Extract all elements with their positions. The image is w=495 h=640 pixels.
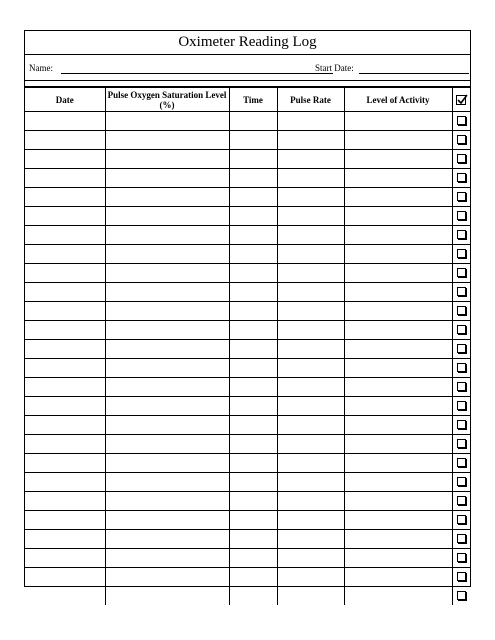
table-row <box>25 131 470 150</box>
cell-activity[interactable] <box>344 188 452 207</box>
table-row <box>25 340 470 359</box>
cell-date[interactable] <box>25 207 105 226</box>
cell-pulse-rate[interactable] <box>277 169 344 188</box>
cell-time[interactable] <box>229 378 277 397</box>
checkbox-empty-icon[interactable] <box>457 591 466 600</box>
cell-check <box>452 397 470 416</box>
cell-pulse-rate[interactable] <box>277 530 344 549</box>
cell-time[interactable] <box>229 473 277 492</box>
cell-activity[interactable] <box>344 549 452 568</box>
table-row <box>25 359 470 378</box>
start-date-label: Start Date: <box>315 63 354 73</box>
cell-spo2[interactable] <box>105 587 229 606</box>
table-row <box>25 549 470 568</box>
cell-date[interactable] <box>25 188 105 207</box>
checkbox-empty-icon[interactable] <box>457 306 466 315</box>
cell-spo2[interactable] <box>105 150 229 169</box>
cell-activity[interactable] <box>344 530 452 549</box>
checkbox-empty-icon[interactable] <box>457 116 466 125</box>
checkbox-empty-icon[interactable] <box>457 553 466 562</box>
cell-time[interactable] <box>229 435 277 454</box>
cell-pulse-rate[interactable] <box>277 321 344 340</box>
cell-time[interactable] <box>229 549 277 568</box>
cell-check <box>452 530 470 549</box>
cell-activity[interactable] <box>344 340 452 359</box>
checkbox-empty-icon[interactable] <box>457 135 466 144</box>
checkbox-empty-icon[interactable] <box>457 420 466 429</box>
cell-check <box>452 473 470 492</box>
cell-spo2[interactable] <box>105 473 229 492</box>
table-row <box>25 397 470 416</box>
cell-pulse-rate[interactable] <box>277 302 344 321</box>
table-row <box>25 150 470 169</box>
cell-check <box>452 568 470 587</box>
cell-activity[interactable] <box>344 359 452 378</box>
cell-date[interactable] <box>25 435 105 454</box>
cell-activity[interactable] <box>344 397 452 416</box>
cell-spo2[interactable] <box>105 530 229 549</box>
table-row <box>25 245 470 264</box>
cell-time[interactable] <box>229 492 277 511</box>
cell-date[interactable] <box>25 397 105 416</box>
cell-activity[interactable] <box>344 245 452 264</box>
cell-pulse-rate[interactable] <box>277 454 344 473</box>
table-row <box>25 378 470 397</box>
column-header-pulse-rate: Pulse Rate <box>277 88 344 112</box>
cell-spo2[interactable] <box>105 131 229 150</box>
cell-time[interactable] <box>229 530 277 549</box>
cell-spo2[interactable] <box>105 169 229 188</box>
cell-check <box>452 245 470 264</box>
table-row <box>25 568 470 587</box>
cell-spo2[interactable] <box>105 359 229 378</box>
cell-date[interactable] <box>25 340 105 359</box>
cell-pulse-rate[interactable] <box>277 150 344 169</box>
cell-check <box>452 587 470 606</box>
cell-time[interactable] <box>229 568 277 587</box>
cell-date[interactable] <box>25 359 105 378</box>
cell-date[interactable] <box>25 549 105 568</box>
name-label: Name: <box>29 63 53 73</box>
cell-activity[interactable] <box>344 264 452 283</box>
cell-pulse-rate[interactable] <box>277 473 344 492</box>
checkbox-empty-icon[interactable] <box>457 534 466 543</box>
cell-check <box>452 207 470 226</box>
column-header-check <box>452 88 470 112</box>
cell-spo2[interactable] <box>105 511 229 530</box>
cell-spo2[interactable] <box>105 321 229 340</box>
checkbox-empty-icon[interactable] <box>457 192 466 201</box>
cell-pulse-rate[interactable] <box>277 435 344 454</box>
cell-time[interactable] <box>229 321 277 340</box>
reading-log-table <box>25 87 470 605</box>
cell-activity[interactable] <box>344 416 452 435</box>
cell-activity[interactable] <box>344 321 452 340</box>
cell-date[interactable] <box>25 321 105 340</box>
checkbox-empty-icon[interactable] <box>457 249 466 258</box>
cell-date[interactable] <box>25 378 105 397</box>
table-row <box>25 264 470 283</box>
table-row <box>25 473 470 492</box>
cell-spo2[interactable] <box>105 188 229 207</box>
cell-activity[interactable] <box>344 435 452 454</box>
cell-date[interactable] <box>25 112 105 131</box>
cell-check <box>452 302 470 321</box>
name-row <box>25 55 470 81</box>
cell-activity[interactable] <box>344 150 452 169</box>
table-row <box>25 454 470 473</box>
cell-pulse-rate[interactable] <box>277 587 344 606</box>
cell-date[interactable] <box>25 511 105 530</box>
cell-check <box>452 492 470 511</box>
cell-spo2[interactable] <box>105 568 229 587</box>
cell-check <box>452 112 470 131</box>
cell-pulse-rate[interactable] <box>277 226 344 245</box>
checkbox-empty-icon[interactable] <box>457 230 466 239</box>
cell-activity[interactable] <box>344 302 452 321</box>
cell-date[interactable] <box>25 568 105 587</box>
cell-date[interactable] <box>25 264 105 283</box>
cell-time[interactable] <box>229 188 277 207</box>
cell-spo2[interactable] <box>105 340 229 359</box>
checkbox-empty-icon[interactable] <box>457 496 466 505</box>
checkbox-empty-icon[interactable] <box>457 344 466 353</box>
table-row <box>25 587 470 606</box>
cell-pulse-rate[interactable] <box>277 207 344 226</box>
cell-spo2[interactable] <box>105 492 229 511</box>
table-row <box>25 511 470 530</box>
cell-activity[interactable] <box>344 131 452 150</box>
cell-spo2[interactable] <box>105 283 229 302</box>
table-row <box>25 283 470 302</box>
table-row <box>25 188 470 207</box>
cell-activity[interactable] <box>344 511 452 530</box>
cell-check <box>452 226 470 245</box>
cell-pulse-rate[interactable] <box>277 549 344 568</box>
cell-date[interactable] <box>25 302 105 321</box>
cell-spo2[interactable] <box>105 454 229 473</box>
cell-activity[interactable] <box>344 169 452 188</box>
column-header-spo2: Pulse Oxygen Saturation Level (%) <box>105 88 229 112</box>
checkbox-empty-icon[interactable] <box>457 477 466 486</box>
cell-pulse-rate[interactable] <box>277 245 344 264</box>
cell-check <box>452 549 470 568</box>
cell-pulse-rate[interactable] <box>277 283 344 302</box>
cell-check <box>452 454 470 473</box>
cell-spo2[interactable] <box>105 226 229 245</box>
cell-spo2[interactable] <box>105 112 229 131</box>
cell-date[interactable] <box>25 454 105 473</box>
column-header-activity: Level of Activity <box>344 88 452 112</box>
cell-date[interactable] <box>25 131 105 150</box>
table-row <box>25 321 470 340</box>
checkbox-checked-icon <box>456 95 466 105</box>
checkbox-empty-icon[interactable] <box>457 401 466 410</box>
cell-time[interactable] <box>229 169 277 188</box>
name-field[interactable] <box>61 73 333 74</box>
cell-date[interactable] <box>25 226 105 245</box>
cell-time[interactable] <box>229 150 277 169</box>
cell-check <box>452 169 470 188</box>
checkbox-empty-icon[interactable] <box>457 268 466 277</box>
cell-time[interactable] <box>229 340 277 359</box>
cell-date[interactable] <box>25 416 105 435</box>
cell-date[interactable] <box>25 150 105 169</box>
cell-time[interactable] <box>229 302 277 321</box>
cell-pulse-rate[interactable] <box>277 492 344 511</box>
cell-check <box>452 188 470 207</box>
cell-activity[interactable] <box>344 207 452 226</box>
cell-time[interactable] <box>229 416 277 435</box>
checkbox-empty-icon[interactable] <box>457 173 466 182</box>
table-row <box>25 416 470 435</box>
cell-date[interactable] <box>25 245 105 264</box>
cell-check <box>452 359 470 378</box>
cell-time[interactable] <box>229 397 277 416</box>
cell-activity[interactable] <box>344 378 452 397</box>
cell-spo2[interactable] <box>105 435 229 454</box>
table-row <box>25 169 470 188</box>
cell-check <box>452 340 470 359</box>
cell-time[interactable] <box>229 283 277 302</box>
cell-time[interactable] <box>229 112 277 131</box>
cell-date[interactable] <box>25 169 105 188</box>
cell-check <box>452 131 470 150</box>
cell-date[interactable] <box>25 473 105 492</box>
cell-activity[interactable] <box>344 473 452 492</box>
table-row <box>25 492 470 511</box>
cell-date[interactable] <box>25 530 105 549</box>
cell-pulse-rate[interactable] <box>277 416 344 435</box>
cell-pulse-rate[interactable] <box>277 112 344 131</box>
cell-activity[interactable] <box>344 112 452 131</box>
cell-time[interactable] <box>229 207 277 226</box>
cell-check <box>452 511 470 530</box>
cell-pulse-rate[interactable] <box>277 264 344 283</box>
form-title: Oximeter Reading Log <box>25 31 470 55</box>
cell-time[interactable] <box>229 511 277 530</box>
cell-pulse-rate[interactable] <box>277 188 344 207</box>
cell-check <box>452 283 470 302</box>
cell-activity[interactable] <box>344 454 452 473</box>
cell-spo2[interactable] <box>105 416 229 435</box>
checkbox-empty-icon[interactable] <box>457 439 466 448</box>
cell-date[interactable] <box>25 283 105 302</box>
column-header-date: Date <box>25 88 105 112</box>
checkbox-empty-icon[interactable] <box>457 154 466 163</box>
cell-check <box>452 416 470 435</box>
cell-pulse-rate[interactable] <box>277 511 344 530</box>
checkbox-empty-icon[interactable] <box>457 458 466 467</box>
cell-check <box>452 435 470 454</box>
cell-check <box>452 150 470 169</box>
cell-check <box>452 321 470 340</box>
table-row <box>25 435 470 454</box>
cell-time[interactable] <box>229 454 277 473</box>
table-row <box>25 302 470 321</box>
cell-spo2[interactable] <box>105 302 229 321</box>
checkbox-empty-icon[interactable] <box>457 515 466 524</box>
cell-activity[interactable] <box>344 492 452 511</box>
cell-spo2[interactable] <box>105 397 229 416</box>
cell-time[interactable] <box>229 587 277 606</box>
cell-pulse-rate[interactable] <box>277 378 344 397</box>
cell-activity[interactable] <box>344 283 452 302</box>
start-date-field[interactable] <box>359 73 469 74</box>
table-row <box>25 207 470 226</box>
table-header-row <box>25 88 470 112</box>
cell-time[interactable] <box>229 245 277 264</box>
cell-spo2[interactable] <box>105 207 229 226</box>
cell-check <box>452 264 470 283</box>
table-row <box>25 112 470 131</box>
table-row <box>25 226 470 245</box>
cell-pulse-rate[interactable] <box>277 397 344 416</box>
cell-time[interactable] <box>229 226 277 245</box>
cell-time[interactable] <box>229 131 277 150</box>
column-header-time: Time <box>229 88 277 112</box>
table-row <box>25 530 470 549</box>
cell-spo2[interactable] <box>105 245 229 264</box>
cell-spo2[interactable] <box>105 549 229 568</box>
checkbox-empty-icon[interactable] <box>457 211 466 220</box>
checkbox-empty-icon[interactable] <box>457 363 466 372</box>
cell-activity[interactable] <box>344 226 452 245</box>
cell-pulse-rate[interactable] <box>277 568 344 587</box>
checkbox-empty-icon[interactable] <box>457 287 466 296</box>
checkbox-empty-icon[interactable] <box>457 325 466 334</box>
cell-pulse-rate[interactable] <box>277 359 344 378</box>
cell-spo2[interactable] <box>105 264 229 283</box>
cell-date[interactable] <box>25 587 105 606</box>
cell-time[interactable] <box>229 359 277 378</box>
cell-time[interactable] <box>229 264 277 283</box>
table-body <box>25 112 470 606</box>
checkbox-empty-icon[interactable] <box>457 572 466 581</box>
cell-activity[interactable] <box>344 587 452 606</box>
cell-activity[interactable] <box>344 568 452 587</box>
cell-pulse-rate[interactable] <box>277 131 344 150</box>
cell-spo2[interactable] <box>105 378 229 397</box>
cell-check <box>452 378 470 397</box>
checkbox-empty-icon[interactable] <box>457 382 466 391</box>
cell-date[interactable] <box>25 492 105 511</box>
oximeter-log-form <box>24 30 471 587</box>
cell-pulse-rate[interactable] <box>277 340 344 359</box>
